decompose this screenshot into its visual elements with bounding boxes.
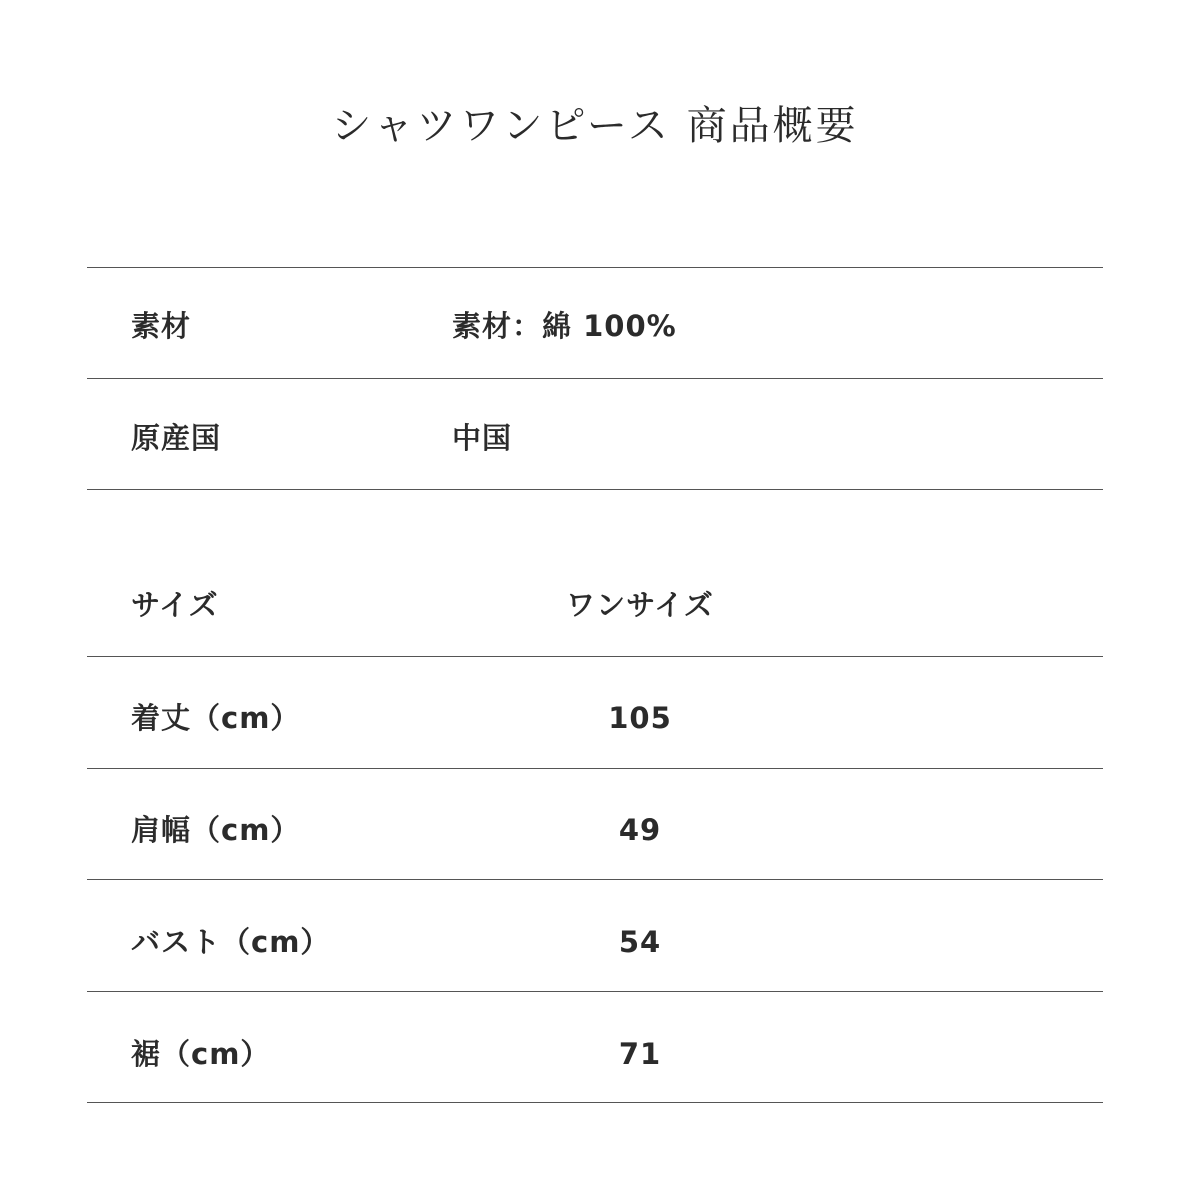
info-label-material: 素材: [131, 309, 192, 343]
size-row-value-shoulder: 49: [618, 813, 662, 847]
info-label-origin: 原産国: [131, 421, 222, 455]
size-row-value-bust: 54: [618, 925, 662, 959]
info-value-origin: 中国: [452, 421, 513, 455]
size-row-label-hem: 裾（cm）: [131, 1037, 271, 1071]
divider-line: [87, 1102, 1103, 1103]
divider-line: [87, 267, 1103, 268]
size-header-label: サイズ: [131, 588, 219, 622]
page-title: シャツワンピース 商品概要: [331, 103, 859, 149]
size-row-value-hem: 71: [618, 1037, 662, 1071]
divider-line: [87, 991, 1103, 992]
size-header-value: ワンサイズ: [566, 588, 714, 622]
divider-line: [87, 378, 1103, 379]
size-row-label-bust: バスト（cm）: [131, 925, 331, 959]
info-value-material: 素材：綿 100%: [452, 309, 677, 343]
size-row-label-shoulder: 肩幅（cm）: [131, 813, 301, 847]
divider-line: [87, 768, 1103, 769]
size-row-label-length: 着丈（cm）: [131, 701, 301, 735]
size-row-value-length: 105: [608, 701, 672, 735]
divider-line: [87, 656, 1103, 657]
divider-line: [87, 879, 1103, 880]
divider-line: [87, 489, 1103, 490]
